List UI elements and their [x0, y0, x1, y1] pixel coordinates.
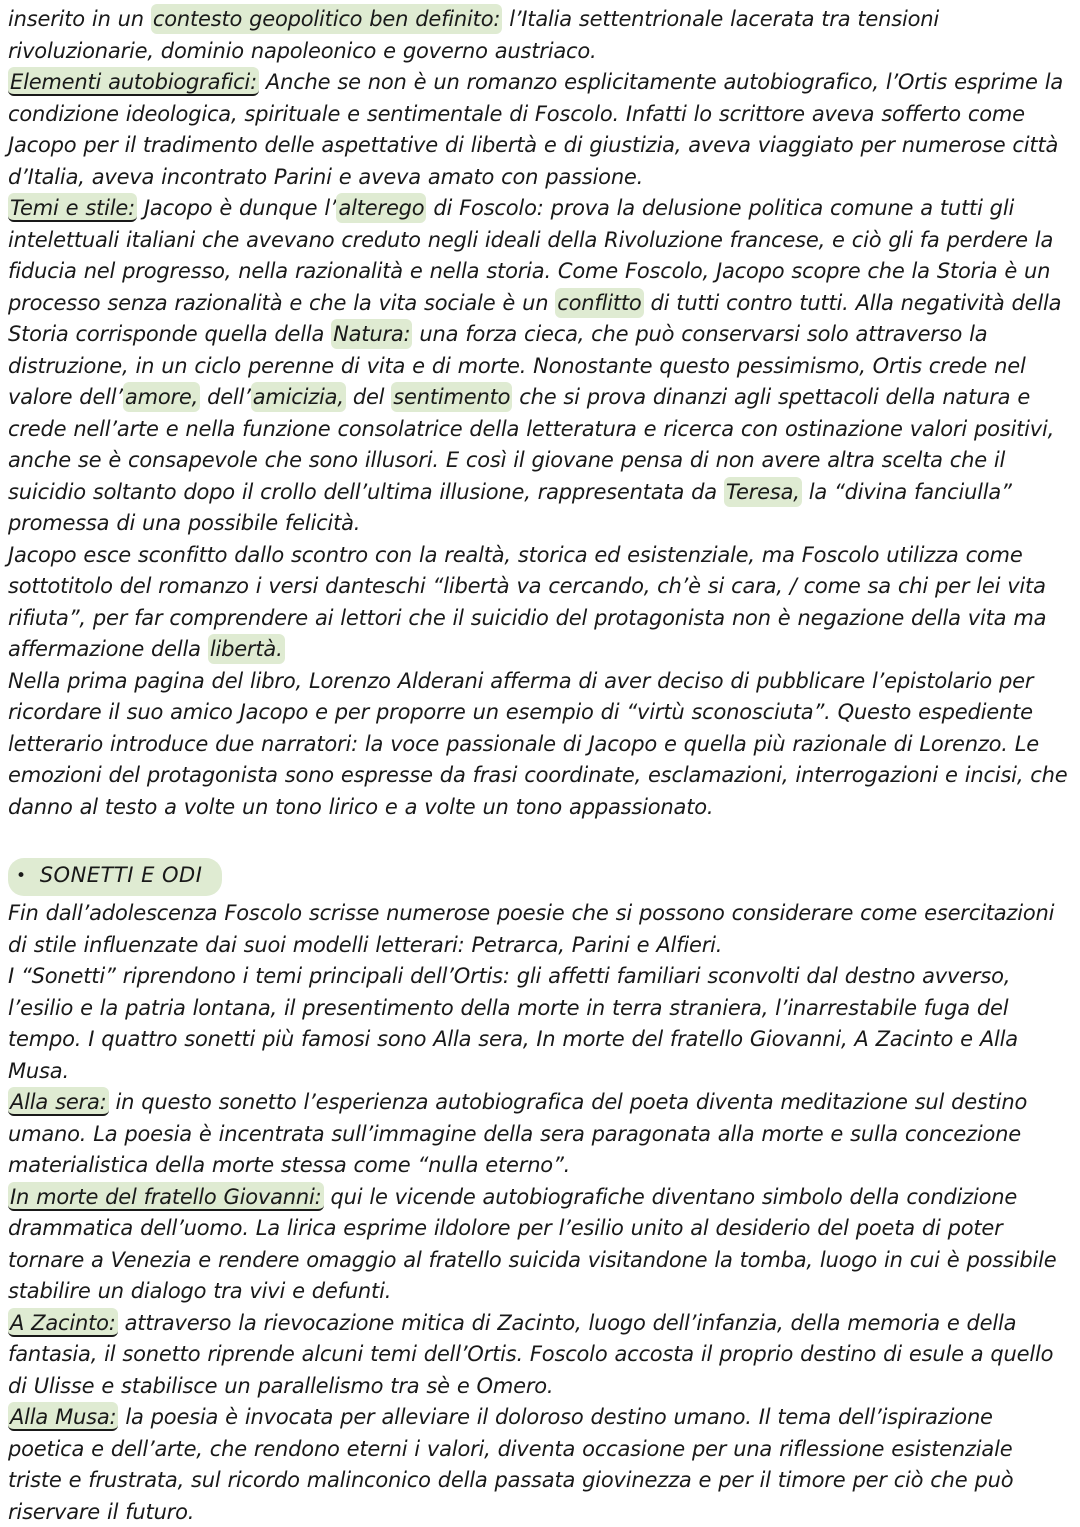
text-segment: Fin dall’adolescenza Foscolo scrisse numerose poesie che si possono considerare come esercitazioni di stile influenzate dai suoi modelli letterari: Petrarca, Parini e Alfieri.: [8, 901, 1055, 957]
paragraph: [8, 1182, 1068, 1308]
highlighted-underlined-text: A Zacinto:: [8, 1308, 118, 1337]
text-segment: in questo sonetto l’esperienza autobiografica del poeta diventa meditazione sul destino umano. La poesia è incentrata sull’immagine della sera paragonata alla morte e sulla concezione materialistica della morte stessa come “nulla eterno”.: [8, 1090, 1028, 1177]
highlighted-text: libertà.: [208, 634, 285, 664]
text-segment: dell’: [200, 385, 251, 409]
paragraph: [8, 1087, 1068, 1182]
highlighted-underlined-text: Alla sera:: [8, 1087, 109, 1116]
paragraph: [8, 898, 1068, 961]
text-segment: che si prova dinanzi agli spettacoli della natura e crede nell’arte e nella funzione consolatrice della letteratura e ricerca con ostinazione valori positivi, anche se è consapevole che sono illusori. E così il giovane pensa di non avere altra scelta che il suicidio soltanto dopo il crollo dell’ultima illusione, rappresentata da: [8, 385, 1055, 504]
highlighted-text: amicizia,: [251, 382, 346, 412]
paragraph: [8, 540, 1068, 666]
text-segment: Nella prima pagina del libro, Lorenzo Alderani afferma di aver deciso di pubblicare l’epistolario per ricordare il suo amico Jacopo e per proporre un esempio di “virtù sconosciuta”. Questo espediente letterario introduce due narratori: la voce passionale di Jacopo e quella più razionale di Lorenzo. Le emozioni del protagonista sono espresse da frasi coordinate, esclamazioni, interrogazioni e incisi, che danno al testo a volte un tono lirico e a volte un tono appassionato.: [8, 668, 1068, 819]
highlighted-text: Natura:: [331, 319, 412, 349]
paragraph-spacer: [8, 823, 1068, 855]
highlighted-underlined-text: Elementi autobiografici:: [8, 67, 259, 96]
text-segment: qui le vicende autobiografiche diventano simbolo della condizione drammatica dell’uomo. La lirica esprime ildolore per l’esilio unito al desiderio del poeta di poter tornare a Venezia e rendere omaggio al fratello suicida visitandone la tomba, luogo in cui è possibile stabilire un dialogo tra vivi e defunti.: [8, 1184, 1057, 1303]
text-segment: inserito in un: [8, 7, 151, 31]
highlighted-text: conflitto: [555, 288, 643, 318]
paragraph: [8, 193, 1068, 540]
heading-highlight: [8, 858, 222, 897]
text-segment: Jacopo è dunque l’: [136, 196, 337, 220]
section-heading: [8, 858, 1068, 897]
highlighted-text: contesto geopolitico ben definito:: [151, 4, 502, 34]
text-segment: di Foscolo: prova la delusione politica comune a tutti gli intelettuali italiani che avevano creduto negli ideali della Rivoluzione francese, e ciò gli fa perdere la fiducia nel progresso, nella razionalità e nella storia. Come Foscolo, Jacopo scopre che la Storia è un processo senza razionalità e che la vita sociale è un: [8, 196, 1054, 315]
highlighted-text: Teresa,: [724, 477, 802, 507]
text-segment: I “Sonetti” riprendono i temi principali dell’Ortis: gli affetti familiari sconvolti dal destno avverso, l’esilio e la patria lontana, il presentimento della morte in terra straniera, l’inarrestabile fuga del tempo. I quattro sonetti più famosi sono Alla sera, In morte del fratello Giovanni, A Zacinto e Alla Musa.: [8, 964, 1018, 1083]
paragraph: [8, 67, 1068, 193]
paragraph: [8, 666, 1068, 824]
highlighted-underlined-text: In morte del fratello Giovanni:: [8, 1182, 324, 1211]
text-segment: Anche se non è un romanzo esplicitamente autobiografico, l’Ortis esprime la condizione ideologica, spirituale e sentimentale di Foscolo. Infatti lo scrittore aveva sofferto come Jacopo per il tradimento delle aspettative di libertà e di giustizia, aveva viaggiato per numerose città d’Italia, aveva incontrato Parini e aveva amato con passione.: [8, 70, 1063, 189]
text-segment: la poesia è invocata per alleviare il doloroso destino umano. Il tema dell’ispirazione poetica e dell’arte, che rendono eterni i valori, diventa occasione per una riflessione esistenziale triste e frustrata, sul ricordo malinconico della passata giovinezza e per il timore per ciò che può riservare il futuro.: [8, 1405, 1014, 1524]
text-segment: la “divina fanciulla” promessa di una possibile felicità.: [8, 479, 1012, 535]
text-segment: del: [345, 385, 392, 409]
bullet-icon: •: [16, 865, 27, 886]
paragraph: [8, 1308, 1068, 1403]
text-segment: l’Italia settentrionale lacerata tra tensioni rivoluzionarie, dominio napoleonico e governo austriaco.: [8, 7, 940, 63]
highlighted-text: sentimento: [391, 382, 512, 412]
highlighted-underlined-text: Temi e stile:: [8, 193, 137, 222]
paragraph: [8, 4, 1068, 67]
highlighted-text: amore,: [123, 382, 200, 412]
highlighted-text: alterego: [336, 193, 426, 223]
text-segment: Jacopo esce sconfitto dallo scontro con la realtà, storica ed esistenziale, ma Foscolo utilizza come sottotitolo del romanzo i versi danteschi “libertà va cercando, ch’è si cara, / come sa chi per lei vita rifiuta”, per far comprendere ai lettori che il suicidio del protagonista non è negazione della vita ma affermazione della: [8, 542, 1047, 661]
paragraph: [8, 961, 1068, 1087]
paragraph: [8, 1402, 1068, 1527]
heading-text: SONETTI E ODI: [32, 862, 203, 887]
text-segment: una forza cieca, che può conservarsi solo attraverso la distruzione, in un ciclo perenne di vita e di morte. Nonostante questo pessimismo, Ortis crede nel valore dell’: [8, 322, 1026, 409]
text-segment: attraverso la rievocazione mitica di Zacinto, luogo dell’infanzia, della memoria e della fantasia, il sonetto riprende alcuni temi dell’Ortis. Foscolo accosta il proprio destino di esule a quello di Ulisse e stabilisce un parallelismo tra sè e Omero.: [8, 1310, 1054, 1398]
highlighted-underlined-text: Alla Musa:: [8, 1402, 118, 1431]
text-segment: di tutti contro tutti. Alla negatività della Storia corrisponde quella della: [8, 290, 1062, 346]
